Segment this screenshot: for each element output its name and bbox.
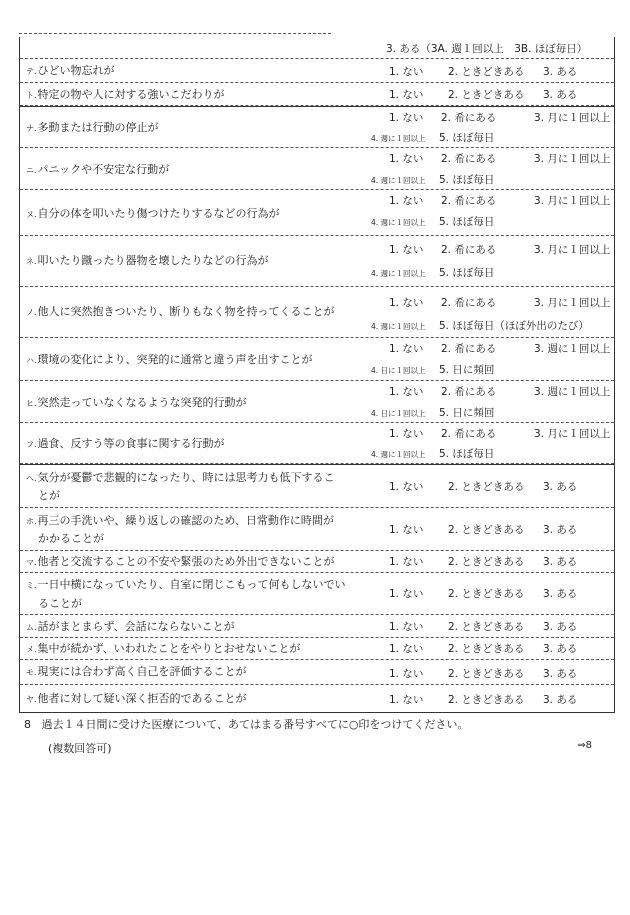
item-text: ひどい物忘れが [37, 64, 115, 77]
option-3[interactable]: 3. 週に１回以上 [534, 386, 611, 398]
item-text: 多動または行動の停止が [37, 121, 159, 134]
item-text: 他者と交流することの不安や緊張のため外出できないことが [37, 555, 335, 568]
item-text: 現実には合わず高く自己を評価することが [37, 665, 247, 678]
option-3[interactable]: 3. ある [543, 694, 578, 706]
item-text: 集中が続かず、いわれたことをやりとおせないことが [37, 642, 301, 655]
table-row [20, 508, 614, 551]
option-3[interactable]: 3. 月に１回以上 [534, 112, 611, 124]
jump-indicator: ⇒8 [577, 740, 592, 751]
question-text: 過去１４日間に受けた医療について、あてはまる番号すべてに○印をつけてください。 [41, 718, 469, 731]
item-label [26, 690, 247, 708]
option-5[interactable]: 5. 日に頻回 [439, 364, 495, 376]
option-2[interactable]: 2. 希にある [441, 297, 497, 309]
option-4[interactable]: 4. 週に１回以上 [371, 450, 426, 459]
item-label [26, 119, 159, 137]
item-label-cont: とが [38, 489, 60, 502]
option-5[interactable]: 5. ほぼ毎日 [439, 448, 495, 460]
option-1[interactable]: 1. ない [389, 524, 424, 536]
item-key: ノ. [26, 308, 37, 317]
item-text: 自分の体を叩いたり傷つけたりするなどの行為が [37, 207, 280, 220]
option-1[interactable]: 1. ない [389, 195, 424, 207]
item-key: ヒ. [26, 399, 37, 408]
option-1[interactable]: 1. ない [389, 343, 424, 355]
item-key: ヤ. [26, 695, 37, 704]
item-text: 再三の手洗いや、繰り返しの確認のため、日常動作に時間が [37, 514, 334, 527]
table-row [20, 685, 614, 713]
option-2[interactable]: 2. 希にある [441, 112, 497, 124]
option-4[interactable]: 4. 週に１回以上 [371, 322, 426, 331]
table-row [20, 551, 614, 573]
option-3[interactable]: 3. 月に１回以上 [534, 195, 611, 207]
item-label [26, 86, 225, 104]
item-key: ホ. [26, 517, 37, 526]
table-row [20, 148, 614, 190]
item-label [26, 663, 247, 681]
option-2[interactable]: 2. ときどきある [448, 556, 525, 568]
item-label [26, 553, 335, 571]
option-4[interactable]: 4. 週に１回以上 [371, 176, 426, 185]
item-key: フ. [26, 440, 37, 449]
option-2[interactable]: 2. ときどきある [448, 643, 525, 655]
item-label [26, 205, 280, 223]
item-label-cont: かかることが [38, 532, 104, 545]
option-3[interactable]: 3. ある [543, 621, 578, 633]
item-key: ハ. [26, 356, 37, 365]
table-row [20, 381, 614, 423]
option-1[interactable]: 1. ない [389, 694, 424, 706]
option-2[interactable]: 2. ときどきある [448, 621, 525, 633]
item-key: ヌ. [26, 210, 37, 219]
item-text: 話がまとまらず、会話にならないことが [37, 620, 235, 633]
option-1[interactable]: 1. ない [389, 588, 424, 600]
option-2[interactable]: 2. ときどきある [448, 668, 525, 680]
item-label [26, 161, 169, 179]
item-text: 一日中横になっていたり、自室に閉じこもって何もしないでい [37, 578, 346, 591]
option-4[interactable]: 4. 週に１回以上 [371, 218, 426, 227]
item-key: メ. [26, 645, 37, 654]
option-1[interactable]: 1. ない [389, 428, 424, 440]
option-1[interactable]: 1. ない [389, 66, 424, 78]
option-3[interactable]: 3. ある [543, 524, 578, 536]
option-1[interactable]: 1. ない [389, 386, 424, 398]
option-4[interactable]: 4. 週に１回以上 [371, 269, 426, 278]
item-text: 過食、反すう等の食事に関する行動が [37, 437, 225, 450]
item-text: 特定の物や人に対する強いこだわりが [37, 88, 225, 101]
option-3[interactable]: 3. ある [543, 556, 578, 568]
table-row [20, 37, 614, 59]
option-3[interactable]: 3. 月に１回以上 [534, 297, 611, 309]
option-5[interactable]: 5. ほぼ毎日 [439, 216, 495, 228]
option-2[interactable]: 2. ときどきある [448, 89, 525, 101]
table-row [20, 83, 614, 106]
item-key: ヘ. [26, 474, 37, 483]
option-1[interactable]: 1. ない [389, 621, 424, 633]
option-2[interactable]: 2. ときどきある [448, 524, 525, 536]
option-2[interactable]: 2. 希にある [441, 244, 497, 256]
item-label [26, 469, 335, 487]
item-label [26, 252, 269, 270]
question-note: (複数回答可) [48, 742, 112, 755]
option-1[interactable]: 1. ない [389, 244, 424, 256]
option-5[interactable]: 5. ほぼ毎日 [439, 132, 495, 144]
item-key: テ. [26, 67, 37, 76]
option-2[interactable]: 2. 希にある [441, 195, 497, 207]
option-2[interactable]: 2. ときどきある [448, 66, 525, 78]
item-text: 他人に突然抱きついたり、断りもなく物を持ってくることが [37, 305, 335, 318]
item-label [26, 394, 247, 412]
option-1[interactable]: 1. ない [389, 643, 424, 655]
option-4[interactable]: 4. 週に１回以上 [371, 134, 426, 143]
option-3[interactable]: 3. 週に１回以上 [534, 343, 611, 355]
option-1[interactable]: 1. ない [389, 112, 424, 124]
item-text: 叩いたり蹴ったり器物を壊したりなどの行為が [37, 254, 269, 267]
option-3[interactable]: 3. 月に１回以上 [534, 244, 611, 256]
item-label [26, 303, 335, 321]
option-3[interactable]: 3. 月に１回以上 [534, 153, 611, 165]
table-row [20, 464, 614, 508]
item-key: ム. [26, 623, 37, 632]
table-row [20, 660, 614, 685]
option-5[interactable]: 5. 日に頻回 [439, 407, 495, 419]
table-row [20, 638, 614, 660]
option-3[interactable]: 3. ある [543, 643, 578, 655]
option-1[interactable]: 1. ない [389, 153, 424, 165]
question-8 [24, 716, 468, 732]
item-text: パニックや不安定な行動が [37, 163, 170, 176]
table-row [20, 573, 614, 615]
item-key: モ. [26, 668, 37, 677]
option-text: 3. ある（3A. 週１回以上 3B. ほぼ毎日） [386, 43, 588, 55]
table-row [20, 236, 614, 287]
question-table [19, 37, 615, 713]
item-key: ミ. [26, 581, 37, 590]
option-1[interactable]: 1. ない [389, 668, 424, 680]
option-3[interactable]: 3. ある [543, 481, 578, 493]
option-1[interactable]: 1. ない [389, 89, 424, 101]
item-key: ト. [26, 91, 37, 100]
item-label [26, 62, 115, 80]
item-key: マ. [26, 558, 37, 567]
option-5[interactable]: 5. ほぼ毎日 [439, 267, 495, 279]
item-text: 他者に対して疑い深く拒否的であることが [37, 692, 247, 705]
item-label [26, 351, 313, 369]
option-2[interactable]: 2. 希にある [441, 153, 497, 165]
item-key: ナ. [26, 124, 37, 133]
question-number: 8 [24, 718, 31, 731]
divider [19, 33, 331, 34]
table-row [20, 106, 614, 148]
option-2[interactable]: 2. 希にある [441, 386, 497, 398]
table-row [20, 615, 614, 638]
option-3[interactable]: 3. ある [543, 66, 578, 78]
item-label [26, 512, 334, 530]
item-label-cont: ることが [38, 597, 82, 610]
item-key: ネ. [26, 257, 37, 266]
option-1[interactable]: 1. ない [389, 481, 424, 493]
option-5[interactable]: 5. ほぼ毎日 [439, 174, 495, 186]
option-3[interactable]: 3. ある [543, 588, 578, 600]
item-text: 環境の変化により、突発的に通常と違う声を出すことが [37, 353, 313, 366]
item-label [26, 640, 300, 658]
item-label [26, 435, 225, 453]
table-row [20, 190, 614, 236]
option-2[interactable]: 2. ときどきある [448, 481, 525, 493]
option-4[interactable]: 4. 日に１回以上 [371, 409, 426, 418]
option-2[interactable]: 2. 希にある [441, 428, 497, 440]
table-row [20, 59, 614, 83]
option-3[interactable]: 3. ある [543, 89, 578, 101]
item-key: ニ. [26, 166, 37, 175]
option-5[interactable]: 5. ほぼ毎日（ほぼ外出のたび） [439, 320, 589, 332]
item-label [26, 618, 235, 636]
option-3[interactable]: 3. ある [543, 668, 578, 680]
table-row [20, 287, 614, 338]
item-text: 突然走っていなくなるような突発的行動が [37, 396, 247, 409]
option-1[interactable]: 1. ない [389, 556, 424, 568]
table-row [20, 338, 614, 381]
item-text: 気分が憂鬱で悲観的になったり、時には思考力も低下するこ [37, 471, 335, 484]
table-row [20, 423, 614, 464]
option-3[interactable]: 3. 月に１回以上 [534, 428, 611, 440]
option-2[interactable]: 2. 希にある [441, 343, 497, 355]
option-1[interactable]: 1. ない [389, 297, 424, 309]
item-label [26, 576, 346, 594]
option-2[interactable]: 2. ときどきある [448, 588, 525, 600]
option-2[interactable]: 2. ときどきある [448, 694, 525, 706]
option-4[interactable]: 4. 日に１回以上 [371, 366, 426, 375]
